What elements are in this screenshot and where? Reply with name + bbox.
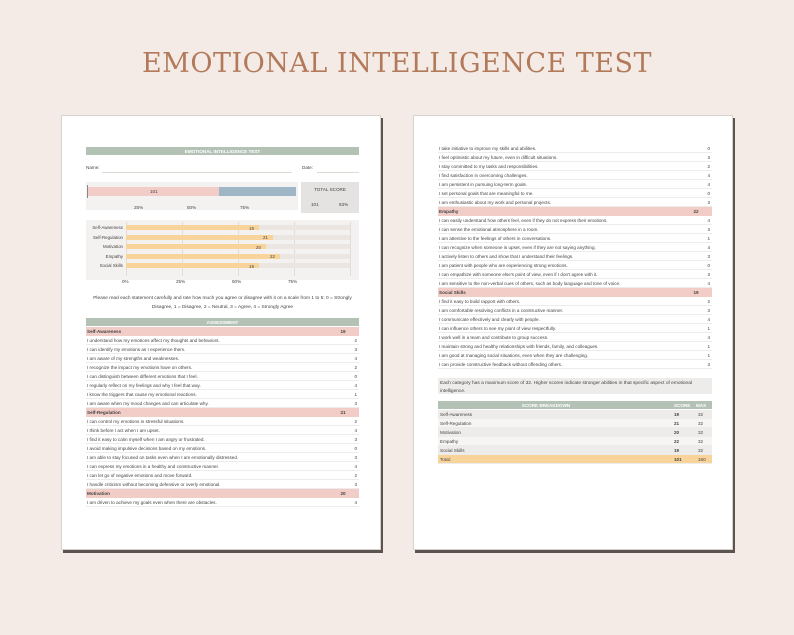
answer-value[interactable]: 4 xyxy=(354,427,357,433)
question-text: I can control my emotions in stressful situations. xyxy=(87,418,185,424)
category-score: 21 xyxy=(340,410,346,415)
chart-gridline xyxy=(350,222,351,276)
question-text: I am attentive to the feelings of others in conversations. xyxy=(439,235,552,241)
breakdown-row xyxy=(438,446,712,455)
question-row xyxy=(86,363,359,372)
question-text: I am good at managing social situations, even when they are challenging. xyxy=(439,352,589,358)
chart-category-label: Social Skills xyxy=(99,263,123,268)
answer-value[interactable]: 3 xyxy=(707,361,710,367)
answer-value[interactable]: 4 xyxy=(354,382,357,388)
question-text: I can recognize when someone is upset, even if they are not saying anything. xyxy=(439,244,596,250)
question-text: I am patient with people who are experiencing strong emotions. xyxy=(439,262,568,268)
question-text: I am driven to achieve my goals even when there are obstacles. xyxy=(87,499,217,505)
breakdown-score: 20 xyxy=(674,429,680,435)
chart-bar-value: 20 xyxy=(256,244,261,250)
answer-value[interactable]: 4 xyxy=(707,181,710,187)
breakdown-row xyxy=(438,410,712,419)
breakdown-max-header: MAX xyxy=(696,402,707,408)
answer-value[interactable]: 3 xyxy=(354,454,357,460)
breakdown-max: 32 xyxy=(698,429,704,435)
question-row xyxy=(438,216,712,225)
breakdown-score: 101 xyxy=(674,456,682,462)
question-text: I can empathize with someone else's point of view, even if I don't agree with it. xyxy=(439,271,598,277)
sheet-right xyxy=(413,115,733,550)
question-text: I am able to stay focused on tasks even when I am emotionally distressed. xyxy=(87,454,239,460)
breakdown-score: 22 xyxy=(674,438,680,444)
question-row xyxy=(86,390,359,399)
chart-bar xyxy=(126,225,259,230)
category-score: 19 xyxy=(693,290,699,295)
question-text: I can easily understand how others feel, even if they do not express their emotions. xyxy=(439,217,608,223)
category-row xyxy=(438,207,712,216)
answer-value[interactable]: 3 xyxy=(707,199,710,205)
question-row xyxy=(438,360,712,369)
question-row xyxy=(438,225,712,234)
answer-value[interactable]: 0 xyxy=(354,373,357,379)
question-row xyxy=(86,336,359,345)
total-tick-50: 50% xyxy=(187,205,197,210)
breakdown-row xyxy=(438,419,712,428)
category-row xyxy=(438,288,712,297)
question-row xyxy=(86,444,359,453)
question-row xyxy=(438,270,712,279)
question-row xyxy=(86,426,359,435)
answer-value[interactable]: 4 xyxy=(707,217,710,223)
breakdown-score: 19 xyxy=(674,447,680,453)
question-row xyxy=(438,351,712,360)
breakdown-max: 160 xyxy=(698,456,706,462)
breakdown-label: Self-Awareness xyxy=(440,411,473,417)
category-score: 20 xyxy=(340,491,346,496)
question-row xyxy=(438,234,712,243)
question-row xyxy=(438,342,712,351)
question-row xyxy=(438,333,712,342)
total-score-value: 101 xyxy=(311,202,319,207)
question-row xyxy=(86,417,359,426)
question-text: I feel optimistic about my future, even in difficult situations. xyxy=(439,154,558,160)
question-row xyxy=(86,345,359,354)
breakdown-header xyxy=(438,401,712,409)
answer-value[interactable]: 3 xyxy=(707,271,710,277)
answer-value[interactable]: 2 xyxy=(707,163,710,169)
question-text: I avoid making impulsive decisions based on my emotions. xyxy=(87,445,207,451)
question-text: I actively listen to others and show that I understand their feelings. xyxy=(439,253,574,259)
chart-tick-0: 0% xyxy=(122,279,129,284)
breakdown-max: 32 xyxy=(698,438,704,444)
category-label: Empathy xyxy=(439,209,459,214)
question-text: I am sensitive to the non-verbal cues of others, such as body language and tone of voice. xyxy=(439,280,621,286)
name-label: Name: xyxy=(86,165,100,170)
question-text: I handle criticism without becoming defensive or overly emotional. xyxy=(87,481,221,487)
total-tick-75: 75% xyxy=(240,205,250,210)
answer-value[interactable]: 4 xyxy=(707,280,710,286)
answer-value[interactable]: 0 xyxy=(707,190,710,196)
question-text: I stay committed to my tasks and responsibilities. xyxy=(439,163,539,169)
question-row xyxy=(438,162,712,171)
question-row xyxy=(438,180,712,189)
breakdown-label: Self-Regulation xyxy=(440,420,472,426)
answer-value[interactable]: 4 xyxy=(354,463,357,469)
question-text: I am comfortable resolving conflicts in a constructive manner. xyxy=(439,307,564,313)
question-row xyxy=(438,171,712,180)
question-text: I work well in a team and contribute to group success. xyxy=(439,334,549,340)
question-row xyxy=(86,480,359,489)
question-text: I find it easy to build rapport with others. xyxy=(439,298,521,304)
question-text: I find it easy to calm myself when I am angry or frustrated. xyxy=(87,436,205,442)
answer-value[interactable]: 0 xyxy=(354,445,357,451)
answer-value[interactable]: 3 xyxy=(707,307,710,313)
name-line[interactable] xyxy=(102,172,292,173)
question-text: I can express my emotions in a healthy and constructive manner. xyxy=(87,463,220,469)
question-text: I can sense the emotional atmosphere in a room. xyxy=(439,226,539,232)
category-chart xyxy=(86,220,359,280)
chart-bar-value: 19 xyxy=(249,263,254,269)
chart-bar xyxy=(126,235,273,240)
answer-value[interactable]: 4 xyxy=(707,316,710,322)
total-score-bar-label: 101 xyxy=(150,189,158,194)
answer-value[interactable]: 4 xyxy=(707,172,710,178)
question-row xyxy=(438,261,712,270)
answer-value[interactable]: 2 xyxy=(354,418,357,424)
date-label: Date: xyxy=(302,165,313,170)
category-row xyxy=(86,327,359,336)
breakdown-total-row xyxy=(438,455,712,464)
answer-value[interactable]: 1 xyxy=(354,391,357,397)
chart-tick-50: 50% xyxy=(232,279,242,284)
answer-value[interactable]: 3 xyxy=(707,253,710,259)
chart-bar-value: 19 xyxy=(249,225,254,231)
answer-value[interactable]: 3 xyxy=(354,400,357,406)
question-row xyxy=(438,297,712,306)
total-score-percent: 63% xyxy=(339,202,349,207)
question-text: I regularly reflect on my feelings and why I feel that way. xyxy=(87,382,201,388)
question-row xyxy=(86,471,359,480)
chart-category-label: Self-Regulation xyxy=(92,234,123,240)
question-row xyxy=(86,435,359,444)
question-row xyxy=(438,153,712,162)
question-row xyxy=(438,279,712,288)
question-row xyxy=(86,399,359,408)
answer-value[interactable]: 2 xyxy=(354,364,357,370)
question-text: I can provide constructive feedback without offending others. xyxy=(439,361,563,367)
question-row xyxy=(86,381,359,390)
instructions-text: Please read each statement carefully and rate how much you agree or disagree with it on a scale from 1 to 5: 0 = Strongly Disagree, 1 = Disagree, 2 = Neutral, 3 = Agree, 4 = Strongly Agree xyxy=(93,296,352,311)
chart-category-label: Empathy xyxy=(105,253,123,259)
answer-value[interactable]: 1 xyxy=(707,352,710,358)
sheet-banner: EMOTIONAL INTELLIGENCE TEST xyxy=(86,147,359,155)
total-score-label: TOTAL SCORE xyxy=(314,187,346,192)
category-row xyxy=(86,408,359,417)
breakdown-max: 32 xyxy=(698,420,704,426)
chart-category-label: Self-Awareness xyxy=(92,225,123,230)
question-row xyxy=(86,498,359,507)
question-row xyxy=(86,453,359,462)
chart-bar-value: 21 xyxy=(263,235,268,240)
assessment-header: ASSESSMENT xyxy=(86,318,359,326)
question-text: I am aware of my strengths and weaknesses. xyxy=(87,355,180,361)
breakdown-label: Total: xyxy=(440,456,451,462)
question-text: I can distinguish between different emotions that I feel. xyxy=(87,373,198,379)
answer-value[interactable]: 0 xyxy=(707,262,710,268)
question-text: I am persistent in pursuing long-term goals. xyxy=(439,181,528,187)
question-row xyxy=(438,189,712,198)
category-label: Motivation xyxy=(87,491,110,496)
category-score: 22 xyxy=(693,209,699,214)
question-row xyxy=(438,243,712,252)
question-row xyxy=(86,462,359,471)
breakdown-score: 21 xyxy=(674,420,680,426)
question-text: I find satisfaction in overcoming challenges. xyxy=(439,172,528,178)
answer-value[interactable]: 3 xyxy=(354,346,357,352)
question-text: I recognize the impact my emotions have on others. xyxy=(87,364,193,370)
answer-value[interactable]: 3 xyxy=(707,154,710,160)
question-row xyxy=(438,324,712,333)
chart-bar xyxy=(126,263,259,268)
breakdown-max: 32 xyxy=(698,411,704,417)
breakdown-row xyxy=(438,437,712,446)
answer-value[interactable]: 1 xyxy=(707,235,710,241)
answer-value[interactable]: 0 xyxy=(707,145,710,151)
answer-value[interactable]: 4 xyxy=(354,499,357,505)
category-score: 19 xyxy=(340,329,346,334)
sheet-left xyxy=(61,115,381,550)
answer-value[interactable]: 2 xyxy=(707,298,710,304)
answer-value[interactable]: 1 xyxy=(707,325,710,331)
breakdown-label: Empathy xyxy=(440,438,459,444)
answer-value[interactable]: 4 xyxy=(707,244,710,250)
category-label: Self-Awareness xyxy=(87,329,122,334)
question-text: I think before I act when I am upset. xyxy=(87,427,160,433)
answer-value[interactable]: 2 xyxy=(354,472,357,478)
question-text: I am enthusiastic about my work and personal projects. xyxy=(439,199,552,205)
question-text: I know the triggers that cause my emotional reactions. xyxy=(87,391,197,397)
question-text: I can influence others to see my point of view respectfully. xyxy=(439,325,557,331)
score-note: Each category has a maximum score of 32. Higher scores indicate stronger abilities in that specific aspect of emotional intelligence. xyxy=(438,378,712,394)
breakdown-score-header: SCORE xyxy=(674,402,691,408)
question-text: I communicate effectively and clearly with people. xyxy=(439,316,540,322)
question-row xyxy=(438,144,712,153)
question-row xyxy=(438,252,712,261)
question-text: I can let go of negative emotions and move forward. xyxy=(87,472,193,478)
question-row xyxy=(86,354,359,363)
breakdown-max: 32 xyxy=(698,447,704,453)
total-score-remainder xyxy=(219,187,296,196)
breakdown-title: SCORE BREAKDOWN xyxy=(521,402,571,408)
question-text: I maintain strong and healthy relationships with friends, family, and colleagues. xyxy=(439,343,599,349)
answer-value[interactable]: 3 xyxy=(707,226,710,232)
question-row xyxy=(438,198,712,207)
question-text: I understand how my emotions affect my thoughts and behaviors. xyxy=(87,337,220,343)
chart-bar xyxy=(126,254,280,259)
question-text: I am aware when my mood changes and can articulate why. xyxy=(87,400,209,406)
total-score-axis xyxy=(87,185,88,198)
answer-value[interactable]: 3 xyxy=(354,436,357,442)
breakdown-label: Motivation xyxy=(440,429,461,435)
question-row xyxy=(438,315,712,324)
answer-value[interactable]: 4 xyxy=(354,355,357,361)
breakdown-score: 19 xyxy=(674,411,680,417)
chart-tick-25: 25% xyxy=(176,279,186,284)
total-score-box xyxy=(301,182,359,213)
question-text: I can identify my emotions as I experience them. xyxy=(87,346,186,352)
chart-bar xyxy=(126,244,266,249)
category-label: Social Skills xyxy=(439,290,466,295)
chart-bar-value: 22 xyxy=(270,254,275,259)
question-row xyxy=(438,306,712,315)
total-tick-25: 25% xyxy=(134,205,144,210)
question-row xyxy=(86,372,359,381)
chart-category-label: Motivation xyxy=(102,244,123,249)
date-line[interactable] xyxy=(317,172,359,173)
category-row xyxy=(86,489,359,498)
question-text: I set personal goals that are meaningful to me. xyxy=(439,190,534,196)
page-title: EMOTIONAL INTELLIGENCE TEST xyxy=(141,48,653,79)
question-text: I take initiative to improve my skills and abilities. xyxy=(439,145,537,151)
answer-value[interactable]: 1 xyxy=(707,343,710,349)
breakdown-label: Social Skills xyxy=(440,447,465,453)
answer-value[interactable]: 4 xyxy=(707,334,710,340)
answer-value[interactable]: 2 xyxy=(354,337,357,343)
chart-tick-75: 75% xyxy=(288,279,298,284)
answer-value[interactable]: 3 xyxy=(354,481,357,487)
breakdown-row xyxy=(438,428,712,437)
category-label: Self-Regulation xyxy=(87,410,121,415)
